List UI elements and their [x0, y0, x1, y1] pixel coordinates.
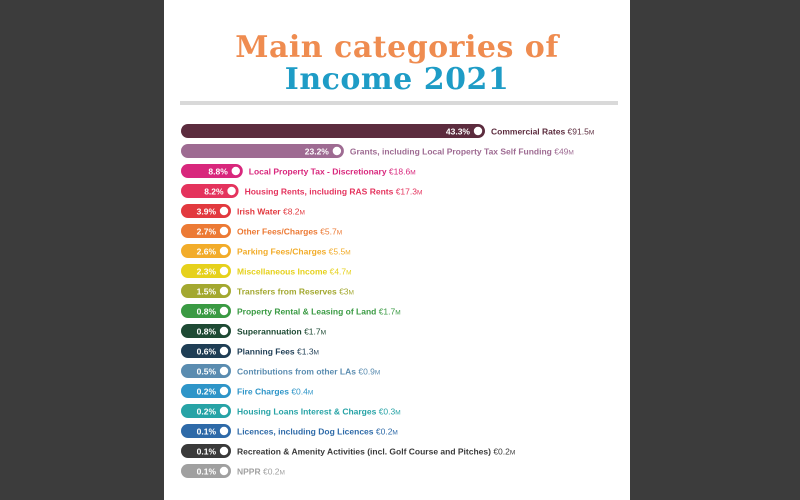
bar-row — [181, 364, 380, 378]
category-amount: €4.7 — [329, 266, 347, 277]
bar-end-marker — [227, 187, 235, 195]
category-name: Commercial Rates — [491, 126, 568, 137]
percentage-label: 2.3% — [196, 266, 216, 277]
category-name: Superannuation — [237, 326, 305, 337]
category-label — [237, 266, 352, 276]
category-amount: €0.2 — [375, 426, 393, 437]
bar-row — [181, 324, 326, 338]
percentage-label: 3.9% — [196, 206, 216, 217]
category-name: Contributions from other LAs — [237, 366, 359, 377]
category-name: Other Fees/Charges — [237, 226, 321, 237]
bar-end-marker — [220, 287, 228, 295]
title-line-1: Main categories of — [235, 30, 559, 65]
bar-row — [181, 264, 352, 278]
category-label — [237, 246, 351, 256]
bar-row — [181, 184, 422, 198]
document-page — [164, 0, 630, 500]
category-amount: €5.5 — [328, 246, 346, 257]
percentage-label: 1.5% — [196, 286, 216, 297]
category-name: Housing Loans Interest & Charges — [237, 406, 379, 417]
percentage-label: 0.8% — [196, 326, 216, 337]
percentage-label: 0.8% — [196, 306, 216, 317]
amount-unit: M — [392, 429, 398, 437]
category-name: Transfers from Reserves — [237, 286, 340, 297]
category-amount: €8.2 — [282, 206, 300, 217]
percentage-label: 0.2% — [196, 386, 216, 397]
category-amount: €91.5 — [567, 126, 589, 137]
bar-row — [181, 224, 342, 238]
bar-end-marker — [220, 387, 228, 395]
amount-unit: M — [588, 129, 595, 137]
amount-unit: M — [307, 389, 314, 397]
category-amount: €3 — [339, 286, 349, 297]
category-amount: €0.2 — [493, 446, 510, 457]
bar-row — [181, 464, 285, 478]
bar-row — [181, 164, 416, 178]
amount-unit: M — [313, 349, 319, 357]
category-label — [237, 426, 398, 436]
amount-unit: M — [345, 249, 351, 257]
category-label — [350, 146, 574, 156]
category-name: Local Property Tax - Discretionary — [248, 166, 389, 177]
bar-end-marker — [220, 207, 228, 215]
percentage-label: 0.1% — [196, 446, 216, 457]
amount-unit: M — [509, 449, 516, 457]
bar-end-marker — [220, 447, 228, 455]
category-name: Recreation & Amenity Activities (incl. Golf Course and Pitches) — [237, 446, 494, 457]
percentage-label: 23.2% — [304, 146, 329, 157]
amount-unit: M — [395, 309, 401, 317]
category-name: Parking Fees/Charges — [237, 246, 329, 257]
bar-end-marker — [220, 347, 228, 355]
percentage-label: 0.6% — [196, 346, 216, 357]
bar-row — [181, 304, 401, 318]
percentage-label: 0.5% — [196, 366, 216, 377]
category-amount: €18.6 — [388, 166, 411, 177]
category-name: Property Rental & Leasing of Land — [237, 306, 379, 317]
amount-unit: M — [374, 369, 381, 377]
bar-row — [181, 144, 574, 158]
category-label — [237, 206, 305, 216]
category-amount: €0.4 — [291, 386, 308, 397]
percentage-label: 43.3% — [445, 126, 470, 137]
category-label — [237, 446, 515, 456]
category-label — [245, 186, 423, 196]
percentage-label: 2.7% — [196, 226, 216, 237]
percentage-label: 0.1% — [196, 466, 216, 477]
amount-unit: M — [279, 469, 285, 477]
amount-unit: M — [320, 329, 327, 337]
category-name: Miscellaneous Income — [237, 266, 330, 277]
category-label — [237, 466, 285, 476]
category-name: Licences, including Dog Licences — [237, 426, 376, 437]
amount-unit: M — [410, 169, 416, 177]
amount-unit: M — [336, 229, 343, 237]
amount-unit: M — [348, 289, 354, 297]
bar-end-marker — [333, 147, 341, 155]
category-label — [237, 366, 380, 376]
bar-end-marker — [220, 427, 228, 435]
amount-unit: M — [568, 149, 574, 157]
category-label — [237, 386, 313, 396]
category-label — [237, 406, 401, 416]
bar-row — [181, 344, 319, 358]
category-name: Irish Water — [237, 206, 283, 217]
bar-end-marker — [474, 127, 482, 135]
category-amount: €1.7 — [304, 326, 321, 337]
bar-row — [181, 284, 354, 298]
category-amount: €0.9 — [358, 366, 375, 377]
category-amount: €0.2 — [262, 466, 280, 477]
category-name: Housing Rents, including RAS Rents — [244, 186, 396, 197]
bar-end-marker — [220, 307, 228, 315]
category-label — [237, 286, 354, 296]
bar-row — [181, 124, 594, 138]
bar-row — [181, 384, 313, 398]
category-label — [237, 226, 342, 236]
bar-end-marker — [220, 407, 228, 415]
category-label — [237, 326, 326, 336]
bar-end-marker — [220, 247, 228, 255]
bar-row — [181, 244, 351, 258]
amount-unit: M — [299, 209, 305, 217]
category-amount: €5.7 — [320, 226, 337, 237]
category-amount: €0.3 — [378, 406, 396, 417]
income-bar-chart — [164, 0, 630, 500]
category-amount: €17.3 — [395, 186, 417, 197]
category-label — [249, 166, 416, 176]
bar-end-marker — [220, 467, 228, 475]
bar-end-marker — [232, 167, 240, 175]
amount-unit: M — [395, 409, 401, 417]
amount-unit: M — [346, 269, 352, 277]
bar-row — [181, 444, 515, 458]
bar — [181, 124, 485, 138]
category-amount: €1.3 — [297, 346, 314, 357]
category-name: NPPR — [237, 466, 263, 477]
category-name: Fire Charges — [237, 386, 292, 397]
percentage-label: 8.2% — [204, 186, 224, 197]
bar-row — [181, 424, 398, 438]
percentage-label: 8.8% — [208, 166, 228, 177]
bar-end-marker — [220, 327, 228, 335]
bar-end-marker — [220, 267, 228, 275]
category-amount: €1.7 — [378, 306, 396, 317]
category-amount: €49 — [554, 146, 569, 157]
percentage-label: 0.1% — [196, 426, 216, 437]
category-name: Planning Fees — [237, 346, 297, 357]
amount-unit: M — [416, 189, 423, 197]
bar-end-marker — [220, 227, 228, 235]
category-name: Grants, including Local Property Tax Self Funding — [349, 146, 555, 157]
percentage-label: 2.6% — [196, 246, 216, 257]
percentage-label: 0.2% — [196, 406, 216, 417]
title-line-2: Income 2021 — [284, 62, 510, 97]
category-label — [237, 346, 319, 356]
bar-row — [181, 204, 305, 218]
category-label — [491, 126, 594, 136]
bar-row — [181, 404, 401, 418]
bar-end-marker — [220, 367, 228, 375]
category-label — [237, 306, 401, 316]
